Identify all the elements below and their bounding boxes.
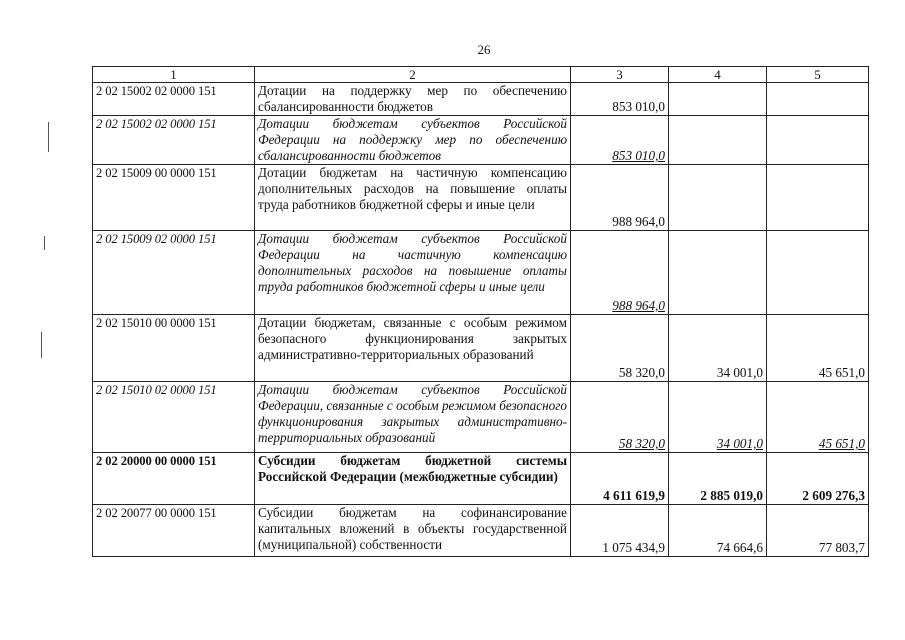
table-row (93, 165, 869, 231)
description-cell: Субсидии бюджетам бюджетной системы Российской Федерации (межбюджетные субсидии) (255, 453, 571, 505)
value-col5-cell: 2 609 276,3 (767, 453, 869, 505)
value-col3-cell: 1 075 434,9 (571, 505, 669, 557)
value-col4-cell: 2 885 019,0 (669, 453, 767, 505)
description-cell: Дотации бюджетам субъектов Российской Федерации на частичную компенсацию дополнительных расходов на повышение оплаты труда работников бюджетной сферы и иные цели (255, 231, 571, 315)
scan-artifact (44, 236, 45, 250)
value-col3-cell: 988 964,0 (571, 231, 669, 315)
value-col3-cell: 58 320,0 (571, 315, 669, 382)
value-col4-cell: 34 001,0 (669, 382, 767, 453)
value-col4-cell (669, 116, 767, 165)
table-row (93, 83, 869, 116)
budget-table (92, 66, 869, 557)
description-cell: Субсидии бюджетам на софинансирование капитальных вложений в объекты государственной (муниципальной) собственности (255, 505, 571, 557)
value-col5-cell (767, 83, 869, 116)
value-col5-cell: 45 651,0 (767, 382, 869, 453)
value-col3-cell: 58 320,0 (571, 382, 669, 453)
page-number: 26 (477, 42, 491, 57)
description-cell: Дотации бюджетам на частичную компенсацию дополнительных расходов на повышение оплаты труда работников бюджетной сферы и иные цели (255, 165, 571, 231)
table-row (93, 116, 869, 165)
budget-code-cell: 2 02 20077 00 0000 151 (93, 505, 255, 557)
budget-code-cell: 2 02 15010 00 0000 151 (93, 315, 255, 382)
header-col-3: 3 (571, 67, 669, 83)
budget-code-cell: 2 02 15010 02 0000 151 (93, 382, 255, 453)
value-col3-cell: 988 964,0 (571, 165, 669, 231)
description-cell: Дотации бюджетам субъектов Российской Федерации на поддержку мер по обеспечению сбалансированности бюджетов (255, 116, 571, 165)
budget-code-cell: 2 02 15002 02 0000 151 (93, 83, 255, 116)
scan-artifact (48, 122, 49, 152)
header-col-4: 4 (669, 67, 767, 83)
description-cell: Дотации на поддержку мер по обеспечению сбалансированности бюджетов (255, 83, 571, 116)
budget-code-cell: 2 02 15002 02 0000 151 (93, 116, 255, 165)
value-col5-cell (767, 165, 869, 231)
header-col-2: 2 (255, 67, 571, 83)
description-cell: Дотации бюджетам, связанные с особым режимом безопасного функционирования закрытых административно-территориальных образований (255, 315, 571, 382)
table-header-row (93, 67, 869, 83)
value-col4-cell (669, 165, 767, 231)
description-cell: Дотации бюджетам субъектов Российской Федерации, связанные с особым режимом безопасного функционирования закрытых административно-территориальных образований (255, 382, 571, 453)
table-row (93, 453, 869, 505)
table-row (93, 231, 869, 315)
value-col5-cell (767, 231, 869, 315)
value-col5-cell: 77 803,7 (767, 505, 869, 557)
scan-artifact (41, 332, 42, 358)
table-row (93, 382, 869, 453)
table-row (93, 505, 869, 557)
budget-code-cell: 2 02 15009 00 0000 151 (93, 165, 255, 231)
value-col5-cell (767, 116, 869, 165)
budget-code-cell: 2 02 20000 00 0000 151 (93, 453, 255, 505)
value-col4-cell (669, 231, 767, 315)
value-col3-cell: 853 010,0 (571, 116, 669, 165)
value-col4-cell: 34 001,0 (669, 315, 767, 382)
header-col-1: 1 (93, 67, 255, 83)
value-col3-cell: 4 611 619,9 (571, 453, 669, 505)
header-col-5: 5 (767, 67, 869, 83)
budget-code-cell: 2 02 15009 02 0000 151 (93, 231, 255, 315)
value-col4-cell (669, 83, 767, 116)
table-row (93, 315, 869, 382)
value-col3-cell: 853 010,0 (571, 83, 669, 116)
value-col4-cell: 74 664,6 (669, 505, 767, 557)
value-col5-cell: 45 651,0 (767, 315, 869, 382)
